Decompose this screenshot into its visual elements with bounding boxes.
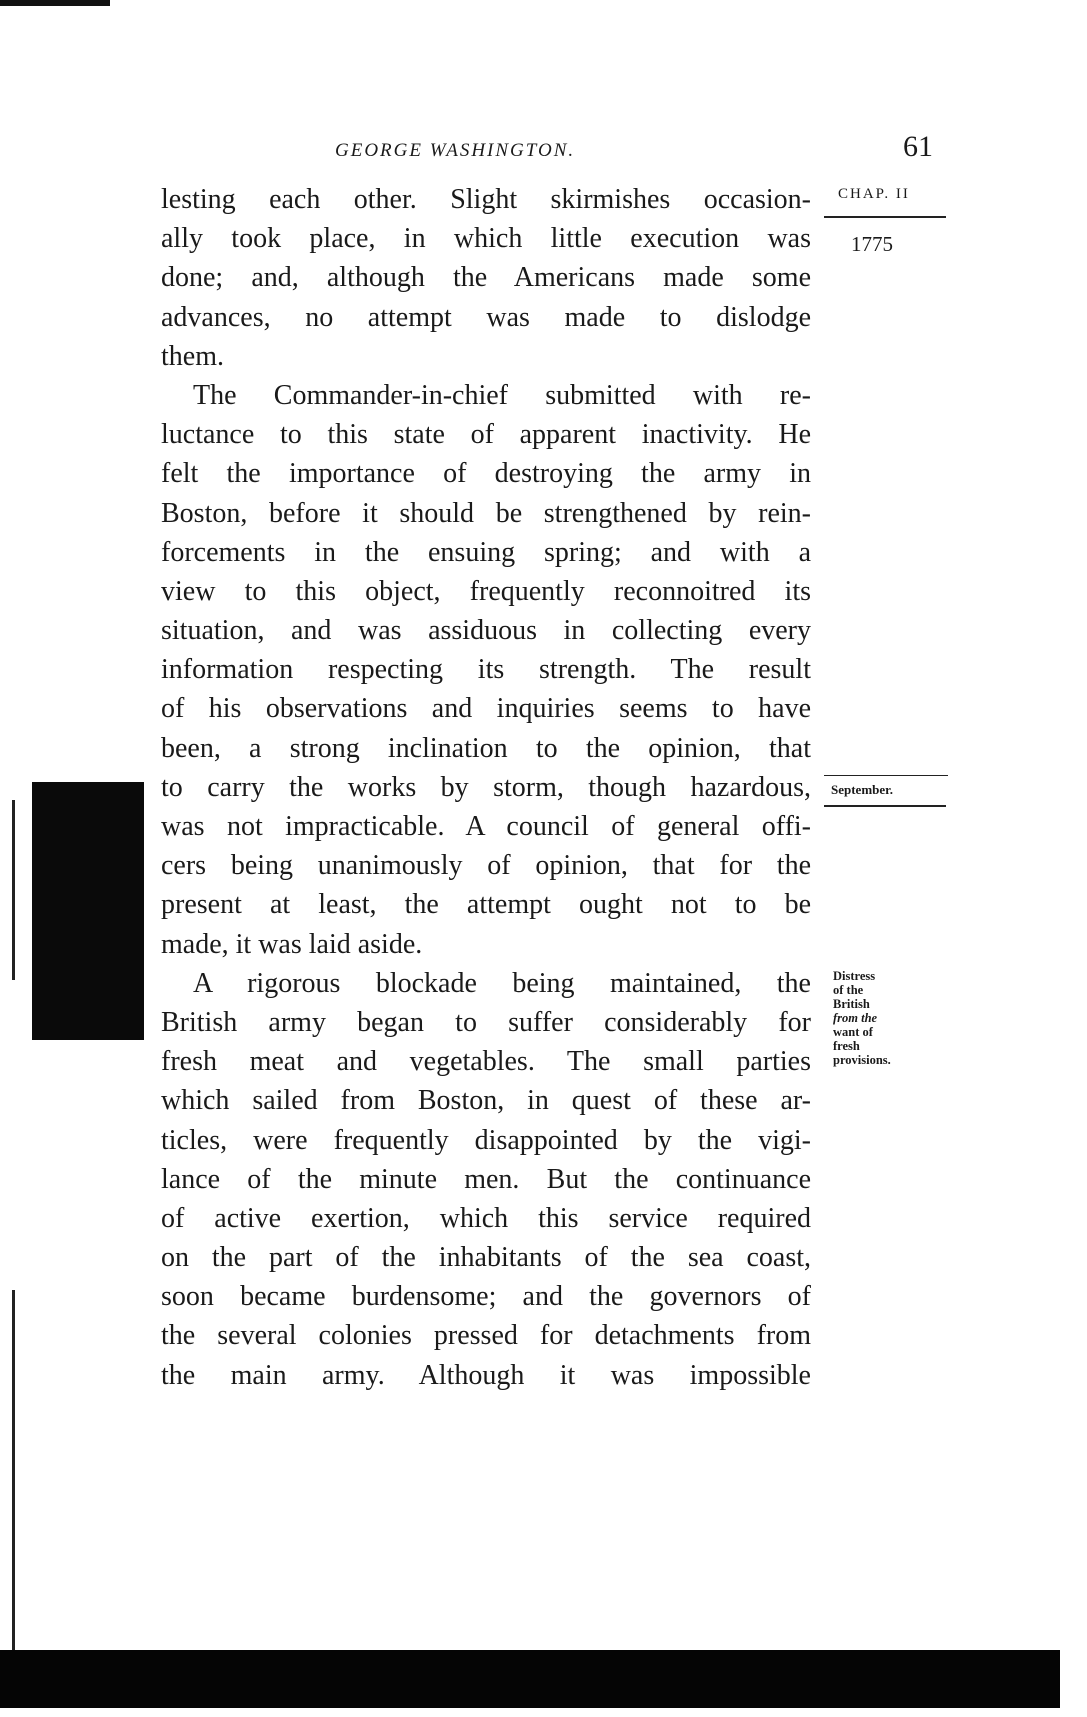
text-line: soon became burdensome; and the governors of <box>161 1281 811 1313</box>
scan-left-edge-line <box>12 1290 15 1660</box>
text-line: present at least, the attempt ought not to be <box>161 889 811 921</box>
text-line: them. <box>161 340 224 372</box>
margin-note-line: British <box>833 997 870 1011</box>
margin-year: 1775 <box>851 232 893 256</box>
text-line: of active exertion, which this service required <box>161 1202 811 1234</box>
margin-note-line: want of <box>833 1025 873 1039</box>
running-head: GEORGE WASHINGTON. <box>335 140 576 161</box>
margin-rule <box>824 805 946 807</box>
scan-bottom-bar <box>0 1650 1060 1708</box>
body-text <box>161 180 811 1395</box>
text-line: Boston, before it should be strengthened by rein- <box>161 497 811 529</box>
margin-note-line: fresh <box>833 1039 860 1053</box>
text-line: was not impracticable. A council of general offi- <box>161 811 811 842</box>
text-line: luctance to this state of apparent inactivity. He <box>161 419 811 451</box>
text-line: situation, and was assiduous in collecting every <box>161 615 811 647</box>
text-line: ally took place, in which little execution was <box>161 223 811 255</box>
text-line: to carry the works by storm, though hazardous, <box>161 771 811 803</box>
text-line: of his observations and inquiries seems to have <box>161 693 811 725</box>
text-line: felt the importance of destroying the army in <box>161 458 811 490</box>
scan-left-edge-line <box>12 800 15 980</box>
margin-note-line: Distress <box>833 969 876 983</box>
scan-black-block <box>32 782 144 1040</box>
margin-month: September. <box>831 782 893 797</box>
text-line: the several colonies pressed for detachments from <box>161 1320 811 1352</box>
text-line: made, it was laid aside. <box>161 928 423 960</box>
margin-chapter: CHAP. II <box>838 186 910 202</box>
margin-note-line: of the <box>833 983 864 997</box>
margin-rule <box>824 775 948 776</box>
text-line: view to this object, frequently reconnoitred its <box>161 575 811 607</box>
text-line: forcements in the ensuing spring; and with a <box>161 536 811 568</box>
text-line: on the part of the inhabitants of the sea coast, <box>161 1242 811 1274</box>
page-number: 61 <box>903 130 933 163</box>
text-line: lance of the minute men. But the continuance <box>161 1163 811 1195</box>
text-line: The Commander-in-chief submitted with re- <box>193 379 811 411</box>
text-line: been, a strong inclination to the opinion, that <box>161 732 811 764</box>
text-line: the main army. Although it was impossible <box>161 1359 811 1391</box>
text-line: done; and, although the Americans made some <box>161 262 811 294</box>
margin-note-line: from the <box>833 1011 878 1025</box>
text-line: information respecting its strength. The result <box>161 654 811 686</box>
text-line: ticles, were frequently disappointed by the vigi- <box>161 1124 811 1156</box>
text-line: advances, no attempt was made to dislodge <box>161 301 811 333</box>
text-line: lesting each other. Slight skirmishes occasion- <box>161 184 811 215</box>
text-line: cers being unanimously of opinion, that for the <box>161 850 811 882</box>
text-line: A rigorous blockade being maintained, the <box>193 967 811 999</box>
scan-top-mark <box>0 0 110 6</box>
margin-note <box>833 969 943 1067</box>
text-line: which sailed from Boston, in quest of these ar- <box>161 1085 811 1117</box>
text-line: fresh meat and vegetables. The small parties <box>161 1046 811 1078</box>
margin-rule <box>824 216 946 218</box>
margin-note-line: provisions. <box>833 1053 891 1067</box>
text-line: British army began to suffer considerably for <box>161 1006 811 1038</box>
